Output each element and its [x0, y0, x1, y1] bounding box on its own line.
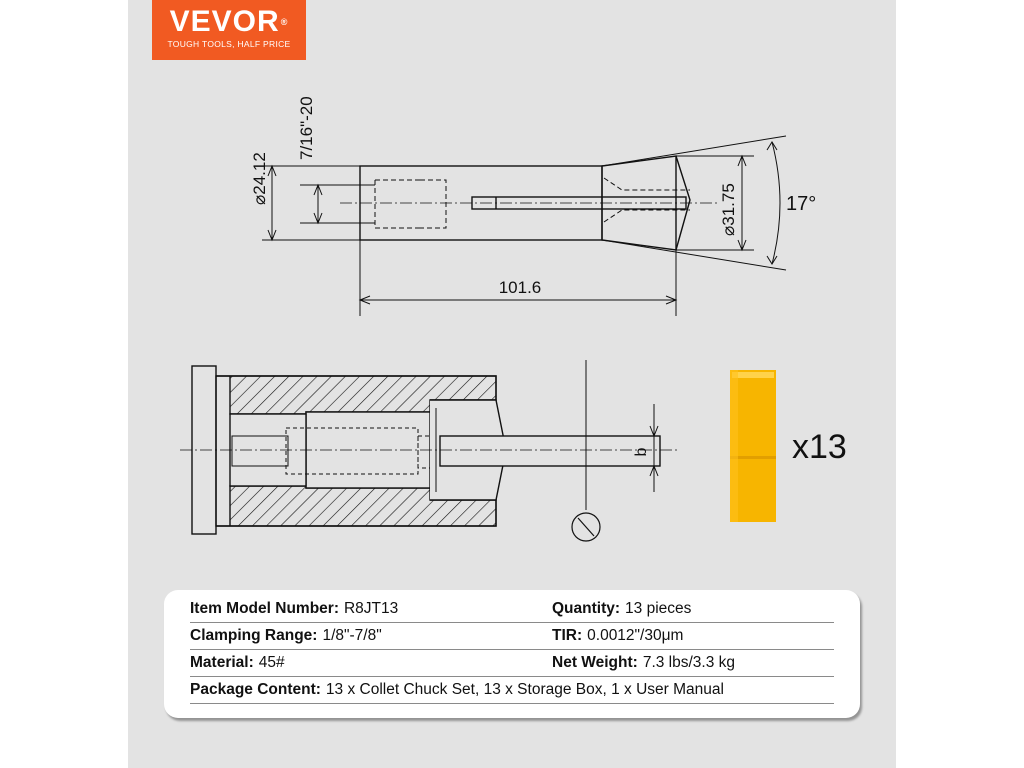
spec-key: Package Content:	[190, 681, 321, 698]
spec-key: Quantity:	[552, 600, 621, 617]
spec-key: TIR:	[552, 627, 583, 644]
collet-side-view	[340, 156, 720, 250]
dim-diameter-head: ⌀31.75	[719, 183, 738, 236]
spec-table	[164, 590, 860, 718]
spec-value: 13 pieces	[625, 600, 692, 617]
spec-value: R8JT13	[343, 600, 399, 617]
brand-name: VEVOR®	[169, 5, 289, 38]
spec-value: 7.3 lbs/3.3 kg	[642, 654, 736, 671]
spec-key: Item Model Number:	[190, 600, 339, 617]
dim-diameter-shank: ⌀24.12	[250, 152, 269, 205]
quantity-badge: x13	[792, 428, 847, 466]
dim-angle: 17°	[786, 193, 817, 215]
spec-row	[190, 623, 834, 650]
dim-thread: 7/16"-20	[297, 96, 316, 160]
spec-row-package	[190, 677, 834, 704]
spec-key: Material:	[190, 654, 254, 671]
dim-b: b	[633, 447, 650, 457]
spec-row	[190, 650, 834, 677]
storage-box-icon	[730, 370, 776, 522]
spec-key: Clamping Range:	[190, 627, 318, 644]
spec-row	[190, 596, 834, 623]
spec-value: 13 x Collet Chuck Set, 13 x Storage Box, 1 x User Manual	[325, 681, 724, 698]
spec-value: 0.0012"/30μm	[587, 627, 684, 644]
spec-value: 1/8"-7/8"	[322, 627, 382, 644]
dim-length: 101.6	[498, 278, 542, 297]
spec-value: 45#	[258, 654, 285, 671]
brand-tagline: TOUGH TOOLS, HALF PRICE	[167, 39, 291, 49]
collet-section-view	[180, 360, 680, 541]
spec-key: Net Weight:	[552, 654, 638, 671]
